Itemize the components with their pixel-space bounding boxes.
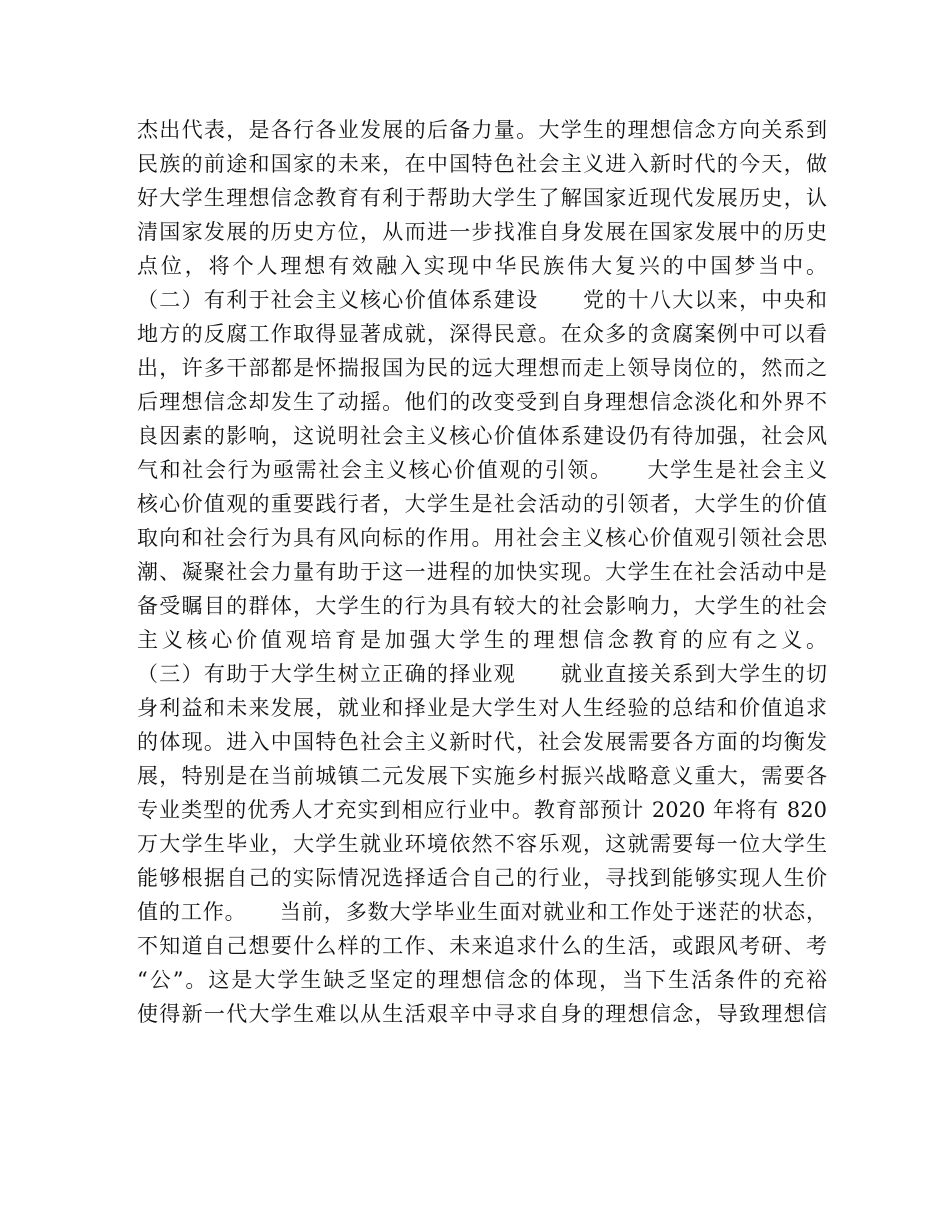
section-heading-line: （三）有助于大学生树立正确的择业观 就业直接关系到大学生的切 [137,662,827,686]
body-text [137,113,827,1031]
text-line: 杰出代表，是各行各业发展的后备力量。大学生的理想信念方向关系到 [137,118,827,142]
text-line: 出，许多干部都是怀揣报国为民的远大理想而走上领导岗位的，然而之 [137,356,827,380]
text-line: 潮、凝聚社会力量有助于这一进程的加快实现。大学生在社会活动中是 [137,560,827,584]
text-line: 展，特别是在当前城镇二元发展下实施乡村振兴战略意义重大，需要各 [137,764,827,788]
text-line: 点位，将个人理想有效融入实现中华民族伟大复兴的中国梦当中。 [137,254,827,278]
text-line: 良因素的影响，这说明社会主义核心价值体系建设仍有待加强，社会风 [137,424,827,448]
text-line: 好大学生理想信念教育有利于帮助大学生了解国家近现代发展历史，认 [137,186,827,210]
text-line: 万大学生毕业，大学生就业环境依然不容乐观，这就需要每一位大学生 [137,832,827,856]
section-heading-line: （二）有利于社会主义核心价值体系建设 党的十八大以来，中央和 [137,288,827,312]
text-line: 地方的反腐工作取得显著成就，深得民意。在众多的贪腐案例中可以看 [137,322,827,346]
text-line: 能够根据自己的实际情况选择适合自己的行业，寻找到能够实现人生价 [137,866,827,890]
text-line: 核心价值观的重要践行者，大学生是社会活动的引领者，大学生的价值 [137,492,827,516]
text-line: 民族的前途和国家的未来，在中国特色社会主义进入新时代的今天，做 [137,152,827,176]
text-line: 值的工作。 当前，多数大学毕业生面对就业和工作处于迷茫的状态， [137,900,827,924]
text-line: “公”。这是大学生缺乏坚定的理想信念的体现，当下生活条件的充裕 [137,968,827,992]
text-line: 不知道自己想要什么样的工作、未来追求什么的生活，或跟风考研、考 [137,934,827,958]
text-line: 专业类型的优秀人才充实到相应行业中。教育部预计 2020 年将有 820 [137,798,827,822]
text-line: 使得新一代大学生难以从生活艰辛中寻求自身的理想信念，导致理想信 [137,1002,827,1026]
text-line: 气和社会行为亟需社会主义核心价值观的引领。 大学生是社会主义 [137,458,827,482]
text-line: 清国家发展的历史方位，从而进一步找准自身发展在国家发展中的历史 [137,220,827,244]
text-line: 取向和社会行为具有风向标的作用。用社会主义核心价值观引领社会思 [137,526,827,550]
text-line: 身利益和未来发展，就业和择业是大学生对人生经验的总结和价值追求 [137,696,827,720]
text-line: 的体现。进入中国特色社会主义新时代，社会发展需要各方面的均衡发 [137,730,827,754]
text-line: 备受瞩目的群体，大学生的行为具有较大的社会影响力，大学生的社会 [137,594,827,618]
text-line: 主义核心价值观培育是加强大学生的理想信念教育的应有之义。 [137,628,827,652]
text-line: 后理想信念却发生了动摇。他们的改变受到自身理想信念淡化和外界不 [137,390,827,414]
